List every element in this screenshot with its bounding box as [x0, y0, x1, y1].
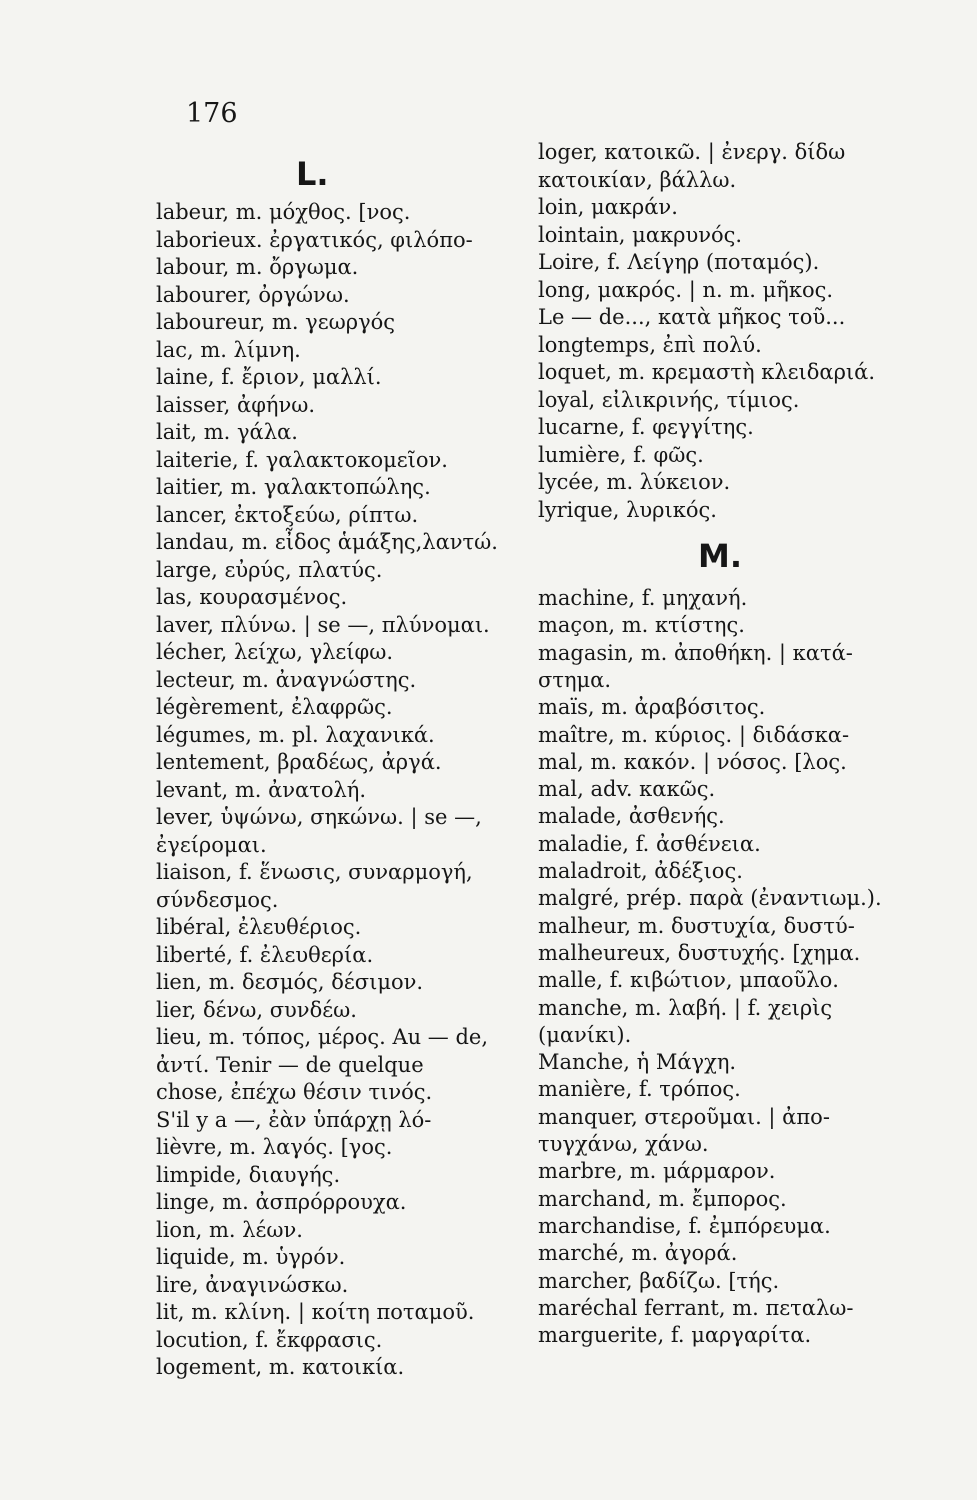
dictionary-entry-line: στημα. [538, 667, 612, 692]
dictionary-entry-line: lancer, ἐκτοξεύω, ρίπτω. [156, 502, 419, 527]
dictionary-entry-line: labourer, ὀργώνω. [156, 282, 350, 307]
dictionary-entry-line: Loire, f. Λείγηρ (ποταμός). [538, 250, 820, 274]
dictionary-entry-line: laisser, ἀφήνω. [156, 392, 316, 417]
dictionary-entry-line: malade, ἀσθενής. [538, 804, 725, 829]
dictionary-entry-line: maréchal ferrant, m. πεταλω- [538, 1295, 854, 1320]
dictionary-entry-line: lac, m. λίμνη. [156, 337, 301, 362]
dictionary-entry-line: σύνδεσμος. [156, 887, 279, 912]
dictionary-entry-line: marché, m. ἀγορά. [538, 1241, 738, 1266]
dictionary-entry-line: limpide, διαυγής. [156, 1162, 341, 1187]
dictionary-entry-line: las, κουρασμένος. [156, 585, 348, 609]
dictionary-entry-line: liquide, m. ὑγρόν. [156, 1245, 346, 1269]
dictionary-entry-line: loin, μακράν. [538, 195, 678, 219]
section-heading-m: M. [698, 537, 742, 575]
dictionary-entry-line: lycée, m. λύκειον. [538, 470, 731, 494]
dictionary-entry-line: lecteur, m. ἀναγνώστης. [156, 667, 417, 692]
dictionary-entry-line: liaison, f. ἕνωσις, συναρμογή, [156, 860, 473, 884]
dictionary-entry-line: loyal, εἰλικρινής, τίμιος. [538, 387, 800, 412]
dictionary-entry-line: logement, m. κατοικία. [156, 1355, 405, 1379]
dictionary-entry-line: lien, m. δεσμός, δέσιμον. [156, 970, 424, 994]
dictionary-entry-line: maladie, f. ἀσθένεια. [538, 831, 761, 856]
dictionary-entry-line: maladroit, ἀδέξιος. [538, 859, 743, 883]
dictionary-entry-line: loger, κατοικῶ. | ἐνεργ. δίδω [538, 140, 846, 164]
dictionary-entry-line: liberté, f. ἐλευθερία. [156, 942, 374, 967]
dictionary-entry-line: malheureux, δυστυχής. [χημα. [538, 940, 861, 965]
dictionary-entry-line: κατοικίαν, βάλλω. [538, 167, 737, 192]
dictionary-entry-line: laine, f. ἔριον, μαλλί. [156, 365, 382, 389]
dictionary-entry-line: (μανίκι). [538, 1022, 632, 1047]
dictionary-entry-line: ἀντί. Tenir — de quelque [156, 1052, 424, 1077]
dictionary-entry-line: marbre, m. μάρμαρον. [538, 1159, 776, 1184]
dictionary-entry-line: linge, m. ἀσπρόρρουχα. [156, 1190, 407, 1214]
dictionary-entry-line: lyrique, λυρικός. [538, 497, 717, 522]
dictionary-entry-line: mal, adv. κακῶς. [538, 777, 716, 802]
dictionary-entry-line: S'il y a —, ἐὰν ὑπάρχῃ λό- [156, 1107, 432, 1132]
dictionary-entry-line: long, μακρός. | n. m. μῆκος. [538, 277, 834, 302]
dictionary-entry-line: libéral, ἐλευθέριος. [156, 915, 362, 939]
dictionary-entry-line: lever, ὑψώνω, σηκώνω. | se —, [156, 805, 482, 829]
dictionary-entry-line: lécher, λείχω, γλείφω. [156, 640, 394, 664]
dictionary-entry-line: laiterie, f. γαλακτοκομεῖον. [156, 447, 448, 472]
dictionary-entry-line: lion, m. λέων. [156, 1217, 303, 1242]
dictionary-entry-line: malheur, m. δυστυχία, δυστύ- [538, 913, 855, 938]
dictionary-entry-line: levant, m. ἀνατολή. [156, 777, 367, 802]
dictionary-entry-line: laitier, m. γαλακτοπώλης. [156, 475, 431, 499]
dictionary-entry-line: Manche, ἡ Μάγχη. [538, 1050, 737, 1075]
dictionary-entry-line: marguerite, f. μαργαρίτα. [538, 1323, 812, 1348]
dictionary-entry-line: lointain, μακρυνός. [538, 222, 743, 247]
dictionary-entry-line: laver, πλύνω. | se —, πλύνομαι. [156, 612, 490, 637]
dictionary-entry-line: lait, m. γάλα. [156, 420, 298, 444]
dictionary-entry-line: laborieux. ἐργατικός, φιλόπο- [156, 227, 473, 252]
dictionary-entry-line: laboureur, m. γεωργός [156, 310, 396, 334]
dictionary-entry-line: lit, m. κλίνη. | κοίτη ποταμοῦ. [156, 1300, 475, 1324]
dictionary-entry-line: machine, f. μηχανή. [538, 586, 748, 610]
dictionary-entry-line: légèrement, ἐλαφρῶς. [156, 695, 393, 719]
section-heading-l: L. [296, 155, 329, 193]
dictionary-entry-line: locution, f. ἔκφρασις. [156, 1327, 383, 1352]
dictionary-entry-line: lièvre, m. λαγός. [γος. [156, 1135, 393, 1159]
dictionary-entry-line: lentement, βραδέως, ἀργά. [156, 750, 442, 774]
dictionary-entry-line: labeur, m. μόχθος. [νος. [156, 200, 411, 224]
dictionary-entry-line: lucarne, f. φεγγίτης. [538, 415, 754, 439]
dictionary-entry-line: τυγχάνω, χάνω. [538, 1132, 709, 1156]
dictionary-entry-line: maïs, m. ἀραβόσιτος. [538, 695, 766, 720]
dictionary-entry-line: marcher, βαδίζω. [τής. [538, 1268, 780, 1293]
dictionary-entry-line: longtemps, ἐπὶ πολύ. [538, 332, 762, 357]
dictionary-entry-line: manquer, στεροῦμαι. | ἀπο- [538, 1104, 830, 1129]
page-number: 176 [186, 98, 238, 129]
dictionary-entry-line: magasin, m. ἀποθήκη. | κατά- [538, 640, 853, 665]
dictionary-entry-line: landau, m. εἶδος ἁμάξης,λαντώ. [156, 530, 498, 554]
dictionary-entry-line: mal, m. κακόν. | νόσος. [λος. [538, 749, 847, 774]
dictionary-entry-line: malgré, prép. παρὰ (ἐναντιωμ.). [538, 886, 882, 911]
dictionary-entry-line: ἐγείρομαι. [156, 832, 267, 857]
dictionary-entry-line: maçon, m. κτίστης. [538, 613, 745, 638]
dictionary-entry-line: loquet, m. κρεμαστὴ κλειδαριά. [538, 360, 876, 384]
dictionary-entry-line: manche, m. λαβή. | f. χειρὶς [538, 995, 833, 1020]
dictionary-entry-line: lier, δένω, συνδέω. [156, 997, 357, 1022]
dictionary-entry-line: lieu, m. τόπος, μέρος. Au — de, [156, 1025, 489, 1049]
dictionary-entry-line: large, εὐρύς, πλατύς. [156, 557, 383, 582]
dictionary-entry-line: malle, f. κιβώτιον, μπαοῦλο. [538, 968, 839, 993]
dictionary-entry-line: Le — de..., κατὰ μῆκος τοῦ... [538, 305, 846, 329]
dictionary-entry-line: chose, ἐπέχω θέσιν τινός. [156, 1080, 433, 1104]
dictionary-entry-line: manière, f. τρόπος. [538, 1077, 741, 1102]
dictionary-entry-line: marchandise, f. ἐμπόρευμα. [538, 1213, 831, 1238]
dictionary-entry-line: marchand, m. ἔμπορος. [538, 1186, 787, 1211]
dictionary-entry-line: maître, m. κύριος. | διδάσκα- [538, 722, 850, 747]
dictionary-entry-line: lumière, f. φῶς. [538, 442, 704, 467]
dictionary-entry-line: légumes, m. pl. λαχανικά. [156, 722, 435, 747]
dictionary-entry-line: labour, m. ὄργωμα. [156, 255, 359, 279]
dictionary-entry-line: lire, ἀναγινώσκω. [156, 1272, 349, 1297]
